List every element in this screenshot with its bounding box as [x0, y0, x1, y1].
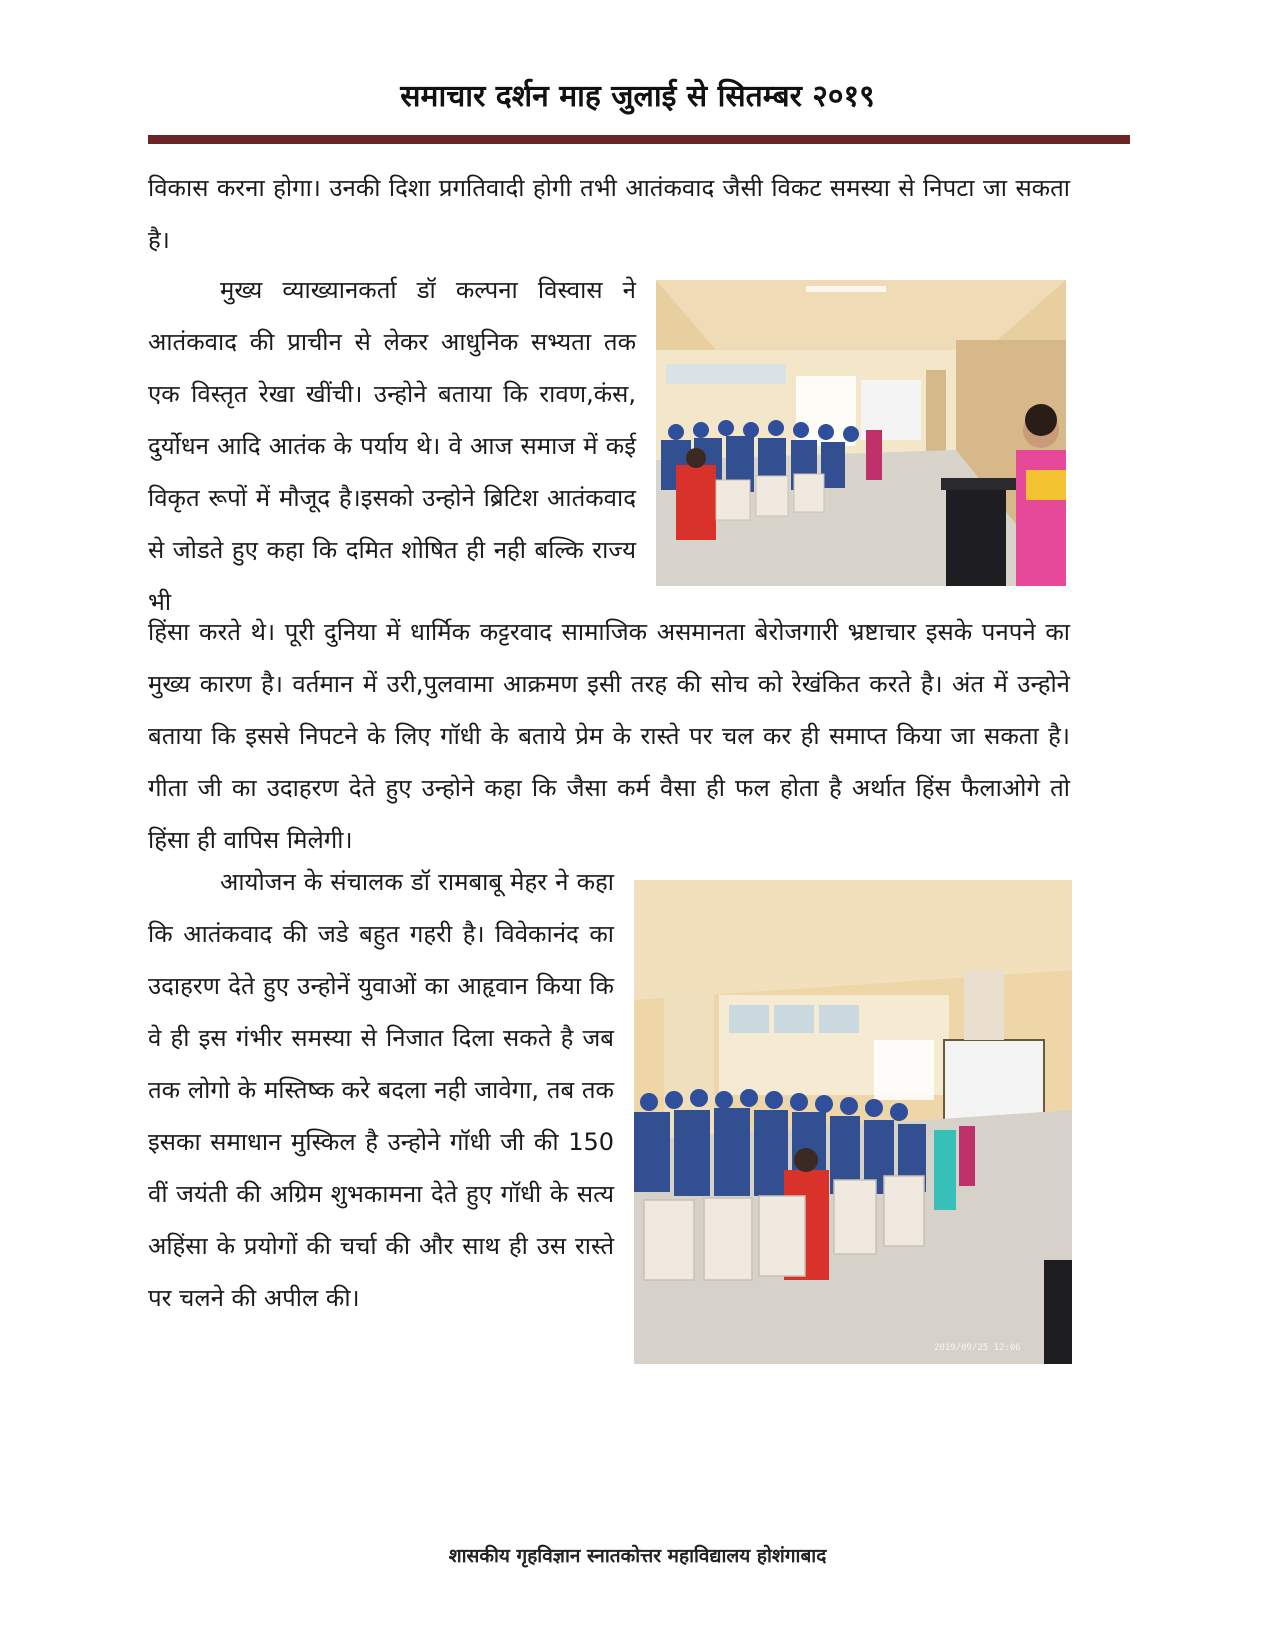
- paragraph-lecture-wrapped: [148, 264, 636, 628]
- paragraph-intro: [148, 162, 1070, 266]
- photo-speaker-podium: [656, 280, 1066, 586]
- paragraph-text: विकास करना होगा। उनकी दिशा प्रगतिवादी होगी तभी आतंकवाद जैसी विकट समस्या से निपटा जा सकता है।: [148, 174, 1070, 254]
- paragraph-text: आयोजन के संचालक डॉ रामबाबू मेहर ने कहा कि आतंकवाद की जडे बहुत गहरी है। विवेकानंद का उदाहरण देते हुए उन्होनें युवाओं का आहृवान किया कि वे ही इस गंभीर समस्या से निजात दिला सकते है जब तक लोगो के मस्तिष्क करे बदला नही जावेगा, तब तक इसका समाधान मुस्किल है उन्होने गॉधी जी की 150 वीं जयंती की अग्रिम शुभकामना देते हुए गॉधी के सत्य अहिंसा के प्रयोगों की चर्चा की और साथ ही उस रास्ते पर चलने की अपील की।: [148, 868, 614, 1312]
- paragraph-organizer: [148, 856, 614, 1324]
- header-divider: [148, 135, 1130, 144]
- page-footer-institution: शासकीय गृहविज्ञान स्नातकोत्तर महाविद्यालय होशंगाबाद: [448, 1545, 827, 1567]
- photo-audience-hall: [634, 880, 1072, 1364]
- paragraph-lecture-full: [148, 606, 1070, 866]
- paragraph-text: हिंसा करते थे। पूरी दुनिया में धार्मिक कट्टरवाद सामाजिक असमानता बेरोजगारी भ्रष्टाचार इसके पनपने का मुख्य कारण है। वर्तमान में उरी,पुलवामा आक्रमण इसी तरह की सोच को रेखंकित करते है। अंत में उन्होने बताया कि इससे निपटने के लिए गॉधी के बताये प्रेम के रास्ते पर चल कर ही समाप्त किया जा सकता है। गीता जी का उदाहरण देते हुए उन्होने कहा कि जैसा कर्म वैसा ही फल होता है अर्थात हिंस फैलाओगे तो हिंसा ही वापिस मिलेगी।: [148, 618, 1070, 854]
- page-header-title: समाचार दर्शन माह जुलाई से सितम्बर २०१९: [400, 79, 875, 114]
- paragraph-text: मुख्य व्याख्यानकर्ता डॉ कल्पना विस्वास ने आतंकवाद की प्राचीन से लेकर आधुनिक सभ्यता तक एक विस्तृत रेखा खींची। उन्होने बताया कि रावण,कंस, दुर्योधन आदि आतंक के पर्याय थे। वे आज समाज में कई विकृत रूपों में मौजूद है।इसको उन्होने ब्रिटिश आतंकवाद से जोडते हुए कहा कि दमित शोषित ही नही बल्कि राज्य भी: [148, 276, 636, 616]
- photo-timestamp: 2019/09/25 12:06: [934, 1343, 1021, 1353]
